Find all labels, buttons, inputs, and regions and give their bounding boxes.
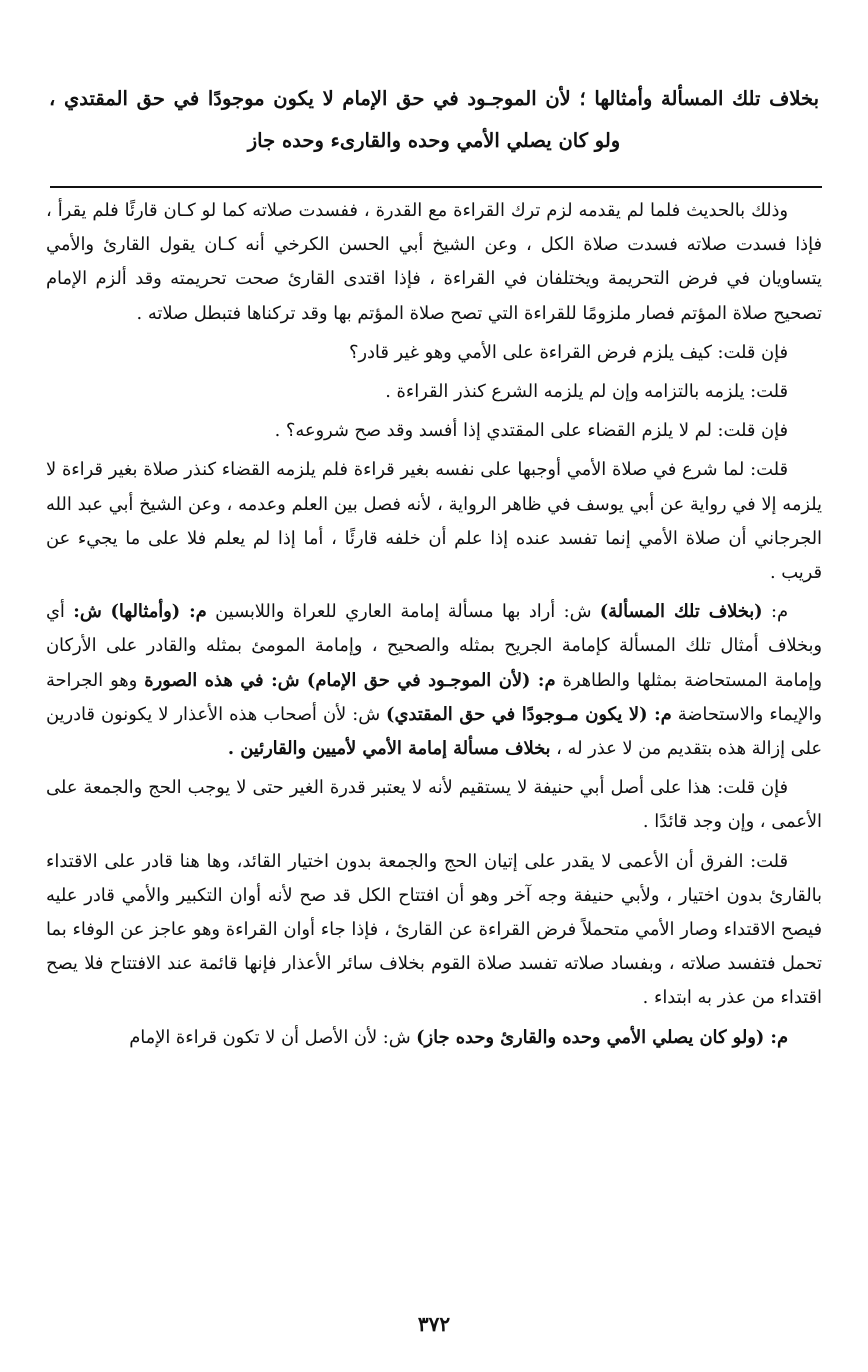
sharh-paragraph-1 [46, 595, 822, 766]
sharh-emphasis: بخلاف مسألة إمامة الأمي لأميين والقارئين . [227, 738, 551, 760]
sharh-text: وهو الجراحة والإيماء والاستحاضة [46, 669, 822, 725]
sharh-text: ش: لأن الأصل أن لا تكون قراءة الإمام [129, 1026, 417, 1048]
answer-paragraph-3: قلت: الفرق أن الأعمى لا يقدر على إتيان الحج والجمعة بدون اختيار القائد، وها هنا قادر على الاقتداء بالقارئ بدون اختيار ، ولأبي حنيفة وجه آخر وهو أن افتتاح الكل قد صح لأنه أوان التكبير والأمي قادر عليه فيصح الاقتداء وصار الأمي متحملاً فرض القراءة عن القارئ ، فإذا جاء أوان القراءة وهو عاجز عن الوفاء بما تحمل فتفسد صلاته ، وبفساد صلاته تفسد صلاة القوم بخلاف سائر الأعذار فإنها قائمة عند الافتتاح فلا يصح اقتداء من عذر به ابتداء . [46, 850, 822, 1009]
commentary-paragraph-1: وذلك بالحديث فلما لم يقدمه لزم ترك القراءة مع القدرة ، ففسدت صلاته كما لو كـان قارئًا فلم يقرأ ، فإذا فسدت صلاته فسدت صلاة الكل ، وعن الشيخ أبي الحسن الكرخي أنه كـان يقول القارئ والأمي يتساويان في فرض التحريمة ويختلفان في القراءة ، فإذا اقتدى القارئ صحت تحريمته وقد ألزم الإمام تصحيح صلاة المؤتم فصار ملزومًا للقراءة التي تصح صلاة المؤتم بها وقد تركناها فتبطل صلاته . [46, 200, 822, 324]
sharh-text: ش: لأن أصحاب هذه الأعذار لا يكونون قادرين على إزالة هذه بتقديم من لا عذر له ، [46, 703, 822, 760]
page-number: ٣٧٢ [417, 1312, 451, 1336]
separator-rule [50, 186, 822, 188]
sharh-text: أي وبخلاف أمثال تلك المسألة كإمامة الجريح بمثله والصحيح ، وإمامة المومئ بمثله والقادر على الأركان وإمامة المستحاضة بمثلها والطاهرة [46, 601, 822, 691]
matn-quote-2: م: (وأمثالها) ش: [73, 601, 207, 623]
question-paragraph-2: فإن قلت: لم لا يلزم القضاء على المقتدي إذا أفسد وقد صح شروعه؟ . [274, 420, 788, 442]
matn-marker: م: [762, 601, 788, 623]
matn-quote-3: م: (لأن الموجـود في حق الإمام) ش: في هذه الصورة [144, 669, 556, 691]
question-paragraph-3: فإن قلت: هذا على أصل أبي حنيفة لا يستقيم لأنه لا يعتبر قدرة الغير حتى لا يوجب الحج والجمعة على الأعمى ، وإن وجد قائدًا . [46, 777, 822, 833]
answer-paragraph-1: قلت: يلزمه بالتزامه وإن لم يلزمه الشرع كنذر القراءة . [385, 381, 788, 403]
matn-quote-1: (بخلاف تلك المسألة) [599, 601, 763, 623]
commentary-block [46, 194, 822, 1055]
sharh-text: ش: أراد بها مسألة إمامة العاري للعراة واللابسين [206, 601, 600, 623]
matn-quote-4: م: (لا يكون مـوجودًا في حق المقتدي) [386, 703, 672, 725]
question-paragraph-1: فإن قلت: كيف يلزم فرض القراءة على الأمي وهو غير قادر؟ [348, 341, 788, 363]
matn-text: بخلاف تلك المسألة وأمثالها ؛ لأن الموجـود في حق الإمام لا يكون موجودًا في حق المقتدي ، ولو كان يصلي الأمي وحده والقارىء وحده جاز [49, 87, 819, 152]
sharh-paragraph-2 [46, 1021, 822, 1055]
answer-paragraph-2: قلت: لما شرع في صلاة الأمي أوجبها على نفسه بغير قراءة فلم يلزمه القضاء كنذر صلاة بغير قراءة لا يلزمه إلا في رواية عن أبي يوسف في ظاهر الرواية ، لأنه فصل بين العلم وعدمه ، وعن الشيخ أبي عبد الله الجرجاني أن صلاة الأمي إنما تفسد عنده إذا علم أن خلفه قارئًا ، أما إذا لم يعلم فلا على ما يجيء عن قريب . [46, 459, 822, 584]
matn-quote-5: م: (ولو كان يصلي الأمي وحده والقارئ وحده جاز) [416, 1026, 788, 1048]
